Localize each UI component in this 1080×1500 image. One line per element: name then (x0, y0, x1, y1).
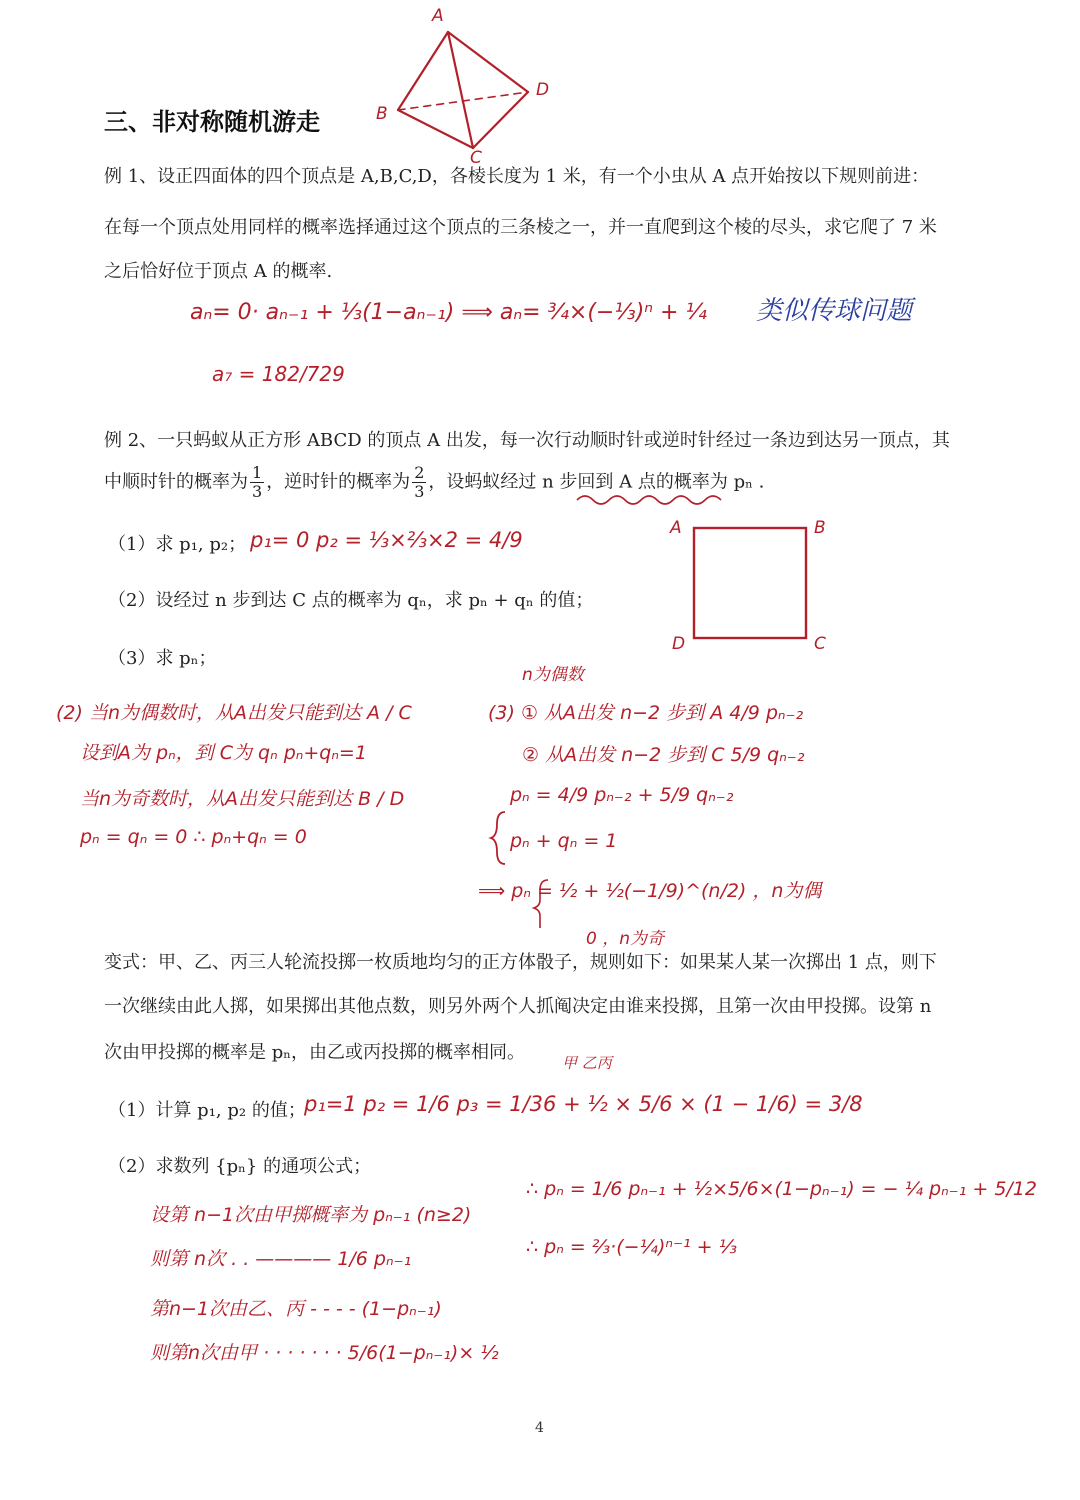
variant-line-1: 变式：甲、乙、丙三人轮流投掷一枚质地均匀的正方体骰子，规则如下：如果某人某一次掷出 1 点，则下 (104, 952, 937, 973)
square-label-a: A (670, 518, 682, 538)
ex2-hw-right-7: 0 ，n为奇 (586, 929, 664, 949)
frac-numerator: 1 (252, 463, 263, 482)
variant-hw-left-2: 则第 n次 . . ———— 1/6 pₙ₋₁ (150, 1248, 412, 1270)
ex2-hw-right-4: pₙ = 4/9 pₙ₋₂ + 5/9 qₙ₋₂ (510, 784, 734, 806)
ex1-handwritten-a7: a₇ = 182/729 (212, 362, 345, 386)
ex2-line-2-c: ，设蚂蚁经过 n 步回到 A 点的概率为 pₙ . (428, 471, 765, 493)
ex2-hw-right-3: ② 从A出发 n−2 步到 C 5/9 qₙ₋₂ (522, 744, 805, 766)
ex2-hw-left-1: (2) 当n为偶数时，从A出发只能到达 A / C (56, 702, 412, 724)
frac-denominator: 3 (414, 482, 425, 501)
ex2-question-3: （3）求 pₙ； (108, 648, 217, 669)
ex1-line-1: 例 1、设正四面体的四个顶点是 A,B,C,D，各棱长度为 1 米，有一个小虫从 A 点开始按以下规则前进： (104, 166, 930, 187)
ex1-handwritten-note: 类似传球问题 (756, 296, 913, 326)
tetra-label-b: B (376, 104, 388, 124)
variant-hw-top: 甲 乙丙 (562, 1054, 612, 1072)
ex2-line-2 (104, 464, 764, 501)
ex2-question-1: （1）求 p₁, p₂； (108, 534, 247, 555)
ex2-hw-left-3: 当n为奇数时，从A出发只能到达 B / D (80, 788, 405, 810)
variant-hw-left-4: 则第n次由甲 · · · · · · · 5/6(1−pₙ₋₁)× ½ (150, 1342, 499, 1364)
variant-hw-right-1: ∴ pₙ = 1/6 pₙ₋₁ + ½×5/6×(1−pₙ₋₁) = − ¼ pₙ₋₁ + 5/12 (526, 1178, 1037, 1200)
variant-q1-handwritten: p₁=1 p₂ = 1/6 p₃ = 1/36 + ½ × 5/6 × (1 − 1/6) = 3/8 (304, 1092, 863, 1116)
variant-hw-left-3: 第n−1次由乙、丙 - - - - (1−pₙ₋₁) (150, 1298, 442, 1320)
ex2-frac-counterclockwise (412, 464, 426, 501)
variant-hw-right-2: ∴ pₙ = ⅔·(−¼)ⁿ⁻¹ + ⅓ (526, 1236, 738, 1258)
ex1-handwritten-formula: aₙ= 0· aₙ₋₁ + ⅓(1−aₙ₋₁) ⟹ aₙ= ¾×(−⅓)ⁿ + ¼ (190, 300, 707, 325)
variant-line-2: 一次继续由此人掷，如果掷出其他点数，则另外两个人抓阄决定由谁来投掷，且第一次由甲投掷。设第 n (104, 996, 932, 1017)
square-label-c: C (814, 634, 826, 654)
ex2-line-2-a: 中顺时针的概率为 (104, 471, 248, 493)
tetra-label-a: A (432, 6, 444, 26)
frac-denominator: 3 (252, 482, 263, 501)
ex2-line-1: 例 2、一只蚂蚁从正方形 ABCD 的顶点 A 出发，每一次行动顺时针或逆时针经过一条边到达另一顶点，其 (104, 430, 950, 451)
ex2-frac-clockwise (250, 464, 264, 501)
square-label-d: D (672, 634, 686, 654)
ex2-hw-right-1: n为偶数 (522, 665, 584, 685)
page-number: 4 (535, 1420, 544, 1436)
ex2-hw-right-5: pₙ + qₙ = 1 (510, 830, 618, 852)
tetra-label-d: D (536, 80, 550, 100)
tetra-label-c: C (470, 148, 482, 168)
variant-question-1: （1）计算 p₁, p₂ 的值； (108, 1100, 306, 1121)
ex1-line-3: 之后恰好位于顶点 A 的概率. (104, 261, 333, 282)
ex1-line-2: 在每一个顶点处用同样的概率选择通过这个顶点的三条棱之一，并一直爬到这个棱的尽头，求它爬了 7 米 (104, 217, 937, 238)
ex2-question-2: （2）设经过 n 步到达 C 点的概率为 qₙ，求 pₙ + qₙ 的值； (108, 590, 594, 611)
ex2-hw-left-2: 设到A为 pₙ，到 C为 qₙ pₙ+qₙ=1 (80, 742, 367, 764)
ex2-line-2-b: ，逆时针的概率为 (266, 471, 411, 493)
variant-line-3: 次由甲投掷的概率是 pₙ，由乙或丙投掷的概率相同。 (104, 1042, 526, 1063)
frac-numerator: 2 (414, 463, 425, 482)
ex2-hw-left-4: pₙ = qₙ = 0 ∴ pₙ+qₙ = 0 (80, 826, 307, 848)
ex2-hw-right-2: (3) ① 从A出发 n−2 步到 A 4/9 pₙ₋₂ (488, 702, 804, 724)
variant-hw-left-1: 设第 n−1次由甲掷概率为 pₙ₋₁ (n≥2) (150, 1204, 472, 1226)
ex2-hw-right-6: ⟹ pₙ = ½ + ½(−1/9)^(n/2) ，n为偶 (478, 880, 822, 902)
square-label-b: B (814, 518, 826, 538)
ex2-q1-handwritten: p₁= 0 p₂ = ⅓×⅔×2 = 4/9 (250, 528, 523, 552)
section-title: 三、非对称随机游走 (104, 108, 320, 136)
variant-question-2: （2）求数列 {pₙ} 的通项公式； (108, 1156, 372, 1177)
